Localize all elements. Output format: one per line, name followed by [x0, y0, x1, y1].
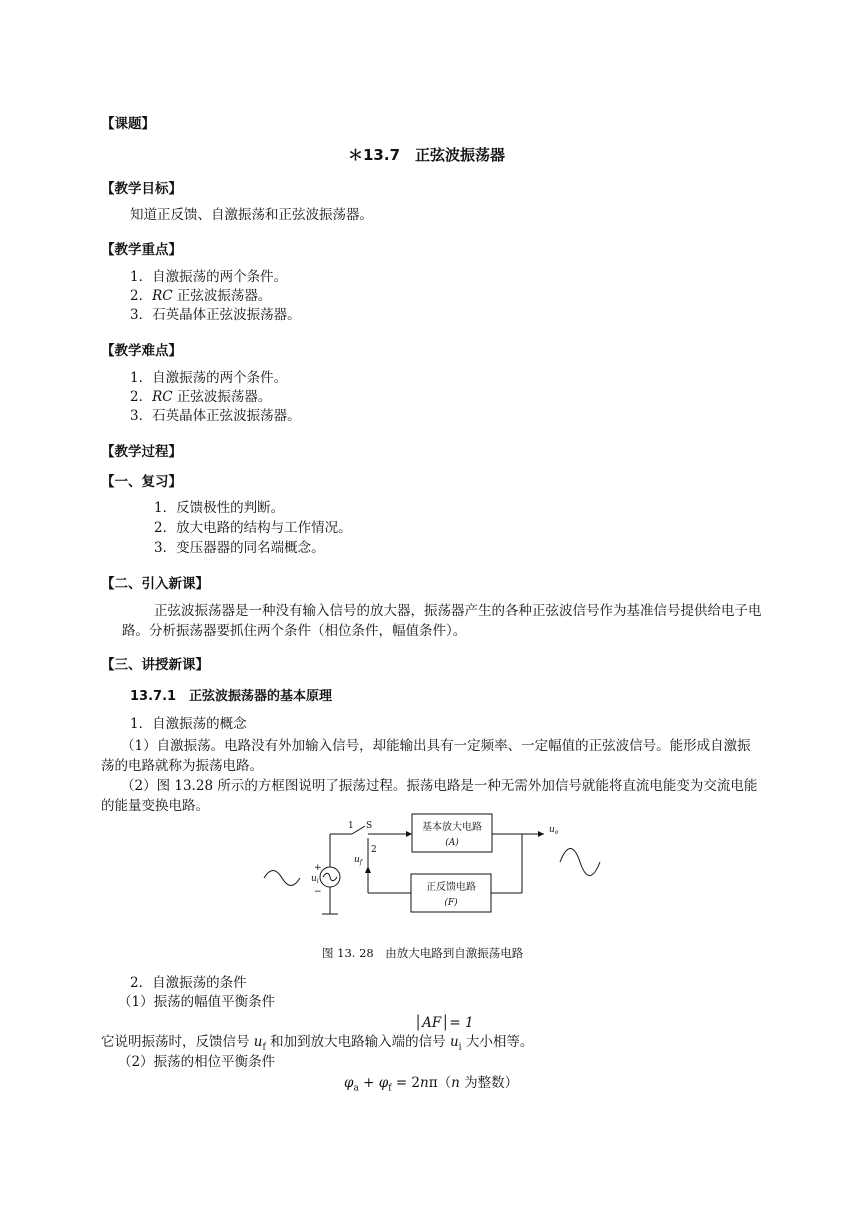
review-item-3: 3．变压器器的同名端概念。 [154, 540, 325, 556]
minus-sign: − [314, 887, 322, 897]
section-title: 13.7.1 正弦波振荡器的基本原理 [130, 689, 333, 704]
plus-sign: + [314, 863, 322, 873]
p6-ui: u [449, 1034, 459, 1050]
node-2-label: 2 [371, 845, 377, 855]
p6-text-g: 大小相等。 [461, 1034, 534, 1050]
output-sine-wave [560, 849, 600, 876]
eq2-eq: = 2 [391, 1075, 421, 1091]
para-phase-condition: （2）振荡的相位平衡条件 [118, 1054, 276, 1070]
para-conditions-heading: 2．自激振荡的条件 [130, 975, 247, 991]
box-feedback-sub: (F) [444, 898, 458, 908]
arrow-feedback-up [365, 866, 371, 873]
ui-sub: i [316, 878, 319, 885]
eq2-tail: 为整数） [459, 1075, 519, 1091]
uo-label [549, 825, 559, 836]
p6-text-d: 和加到放大电路输入端的信号 [265, 1034, 450, 1050]
figure-caption: 图 13. 28 由放大电路到自激振荡电路 [322, 946, 524, 960]
difficulty-3: 3．石英晶体正弦波振荡器。 [130, 408, 301, 424]
key-point-3: 3．石英晶体正弦波振荡器。 [130, 307, 301, 323]
review-item-2: 2．放大电路的结构与工作情况。 [154, 520, 352, 536]
intro-paragraph: 正弦波振荡器是一种没有输入信号的放大器，振荡器产生的各种正弦波信号作为基准信号提供给电子电路。分析振荡器要抓住两个条件（相位条件，幅值条件）。 [122, 603, 762, 639]
eq2-phi-f: + φ [358, 1075, 389, 1091]
box-amplifier-sub: (A) [445, 838, 459, 848]
difficulty-2-rc: RC [152, 389, 173, 405]
page-title: ＊13.7 正弦波振荡器 [348, 146, 506, 164]
arrow-output [538, 831, 544, 837]
node-1-label: 1 [348, 821, 354, 831]
ui-main: u [311, 874, 317, 884]
review-item-1: 1．反馈极性的判断。 [154, 500, 285, 516]
oscillation-block-diagram [250, 808, 620, 920]
key-point-1: 1．自激振荡的两个条件。 [130, 269, 288, 285]
p6-uf-sub: f [262, 1042, 266, 1053]
heading-goals: 【教学目标】 [101, 181, 182, 197]
equation-phase [344, 1074, 518, 1099]
eq2-sub-f: f [388, 1083, 392, 1094]
heading-process: 【教学过程】 [101, 444, 182, 460]
para-self-oscillation: （1）自激振荡。电路没有外加输入信号，却能输出具有一定频率、一定幅值的正弦波信号。能形成自激振荡的电路就称为振荡电路。 [101, 738, 751, 774]
difficulty-2-text: 正弦波振荡器。 [172, 389, 272, 405]
p6-text-a: 它说明振荡时，反馈信号 [101, 1034, 254, 1050]
key-point-2-text: 正弦波振荡器。 [172, 288, 272, 304]
switch-label: S [366, 821, 373, 831]
heading-key-points: 【教学重点】 [101, 242, 182, 258]
eq2-n2: n [451, 1075, 460, 1091]
para-concept-heading: 1．自激振荡的概念 [130, 716, 247, 732]
para-amplitude-condition: （1）振荡的幅值平衡条件 [118, 994, 276, 1010]
heading-review: 【一、复习】 [101, 474, 182, 490]
switch-s[interactable] [352, 826, 365, 834]
arrow-into-amplifier [406, 831, 412, 837]
eq2-phi-a: φ [344, 1075, 354, 1091]
heading-intro: 【二、引入新课】 [101, 576, 209, 592]
eq2-sub-a: a [353, 1083, 359, 1094]
heading-topic: 【课题】 [101, 116, 155, 132]
heading-new-lesson: 【三、讲授新课】 [101, 657, 209, 673]
p6-ui-sub: i [458, 1042, 462, 1053]
p6-uf: u [253, 1034, 263, 1050]
uo-sub: o [554, 829, 559, 836]
equation-amplitude: │AF│= 1 [414, 1015, 474, 1031]
heading-difficulties: 【教学难点】 [101, 343, 182, 359]
key-point-2-rc: RC [152, 288, 173, 304]
eq2-pi: π（ [428, 1075, 452, 1091]
para-block-diagram: （2）图 13.28 所示的方框图说明了振荡过程。振荡电路是一种无需外加信号就能将直流电能变为交流电能的能量变换电路。 [101, 778, 758, 814]
uf-label [354, 855, 364, 866]
box-feedback-label: 正反馈电路 [426, 882, 476, 893]
key-point-2-num: 2． [130, 288, 153, 304]
uf-sub: f [359, 859, 363, 866]
ui-label [311, 874, 319, 885]
difficulty-2-num: 2． [130, 389, 153, 405]
difficulty-2 [130, 388, 271, 407]
goals-text: 知道正反馈、自激振荡和正弦波振荡器。 [130, 207, 373, 223]
key-point-2 [130, 287, 271, 306]
eq2-n: n [420, 1075, 429, 1091]
box-amplifier-label: 基本放大电路 [422, 822, 482, 833]
input-sine-wave [264, 871, 300, 886]
difficulty-1: 1．自激振荡的两个条件。 [130, 370, 288, 386]
uf-main: u [354, 855, 360, 865]
source-sine-glyph [323, 873, 337, 881]
uo-main: u [549, 825, 555, 835]
